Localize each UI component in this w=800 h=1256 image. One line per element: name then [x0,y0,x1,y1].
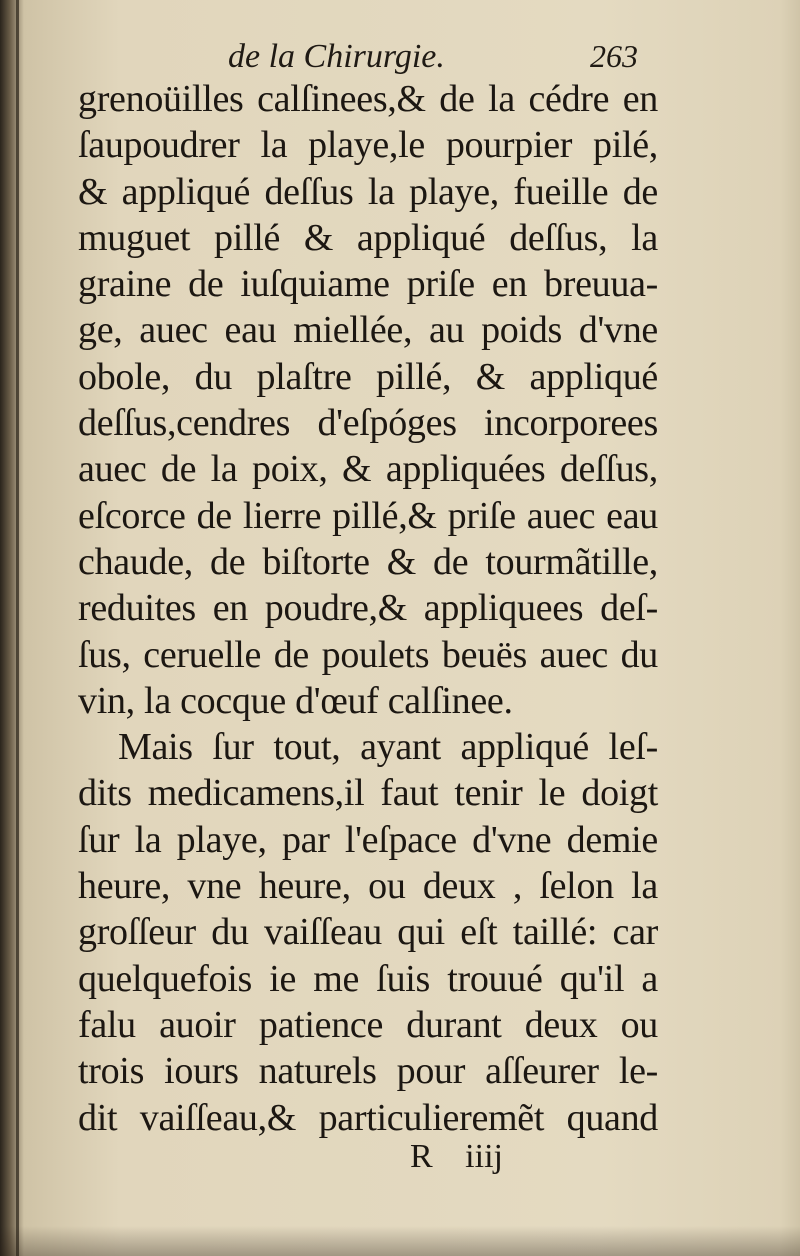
text-line: dit vaiſſeau,& particulieremẽt quand [78,1096,658,1139]
text-line: vin, la cocque d'œuf calſinee. [78,679,513,722]
paragraph-start-line: Mais ſur tout, ayant appliqué leſ- [118,726,658,769]
binding-gutter [16,0,19,1256]
text-line: ge, auec eau miellée, au poids d'vne [78,309,658,352]
text-line: auec de la poix, & appliquées deſſus, [78,448,658,491]
text-line: groſſeur du vaiſſeau qui eſt taillé: car [78,911,658,954]
page-bottom-shadow [0,1226,800,1256]
page-number: 263 [590,38,638,74]
page-footer [0,1138,800,1188]
text-line: ſaupoudrer la playe,le pourpier pilé, [78,124,658,167]
text-line: chaude, de biſtorte & de tourmãtille, [78,540,658,583]
text-line: heure, vne heure, ou deux , ſelon la [78,865,658,908]
text-line: grenoüilles calſinees,& de la cédre en [78,78,658,120]
text-line: muguet pillé & appliqué deſſus, la [78,216,658,259]
body-text [78,76,658,1141]
running-head: de la Chirurgie. [228,38,445,75]
page-header [0,30,800,80]
text-line: ſus, ceruelle de poulets beuës auec du [78,633,658,676]
text-line: dits medicamens,il faut tenir le doigt [78,772,658,815]
text-line: reduites en poudre,& appliquees deſ- [78,587,658,630]
text-line: trois iours naturels pour aſſeurer le- [78,1050,658,1093]
text-line: & appliqué deſſus la playe, fueille de [78,170,658,213]
text-line: eſcorce de lierre pillé,& priſe auec eau [78,494,658,537]
text-line: graine de iuſquiame priſe en breuua- [78,263,658,306]
text-line: deſſus,cendres d'eſpóges incorporees [78,402,658,445]
text-line: ſur la playe, par l'eſpace d'vne demie [78,818,658,861]
text-line: quelquefois ie me ſuis trouué qu'il a [78,957,658,1000]
signature-mark: R iiij [410,1138,503,1175]
text-line: obole, du plaſtre pillé, & appliqué [78,355,658,398]
text-line: falu auoir patience durant deux ou [78,1003,658,1046]
